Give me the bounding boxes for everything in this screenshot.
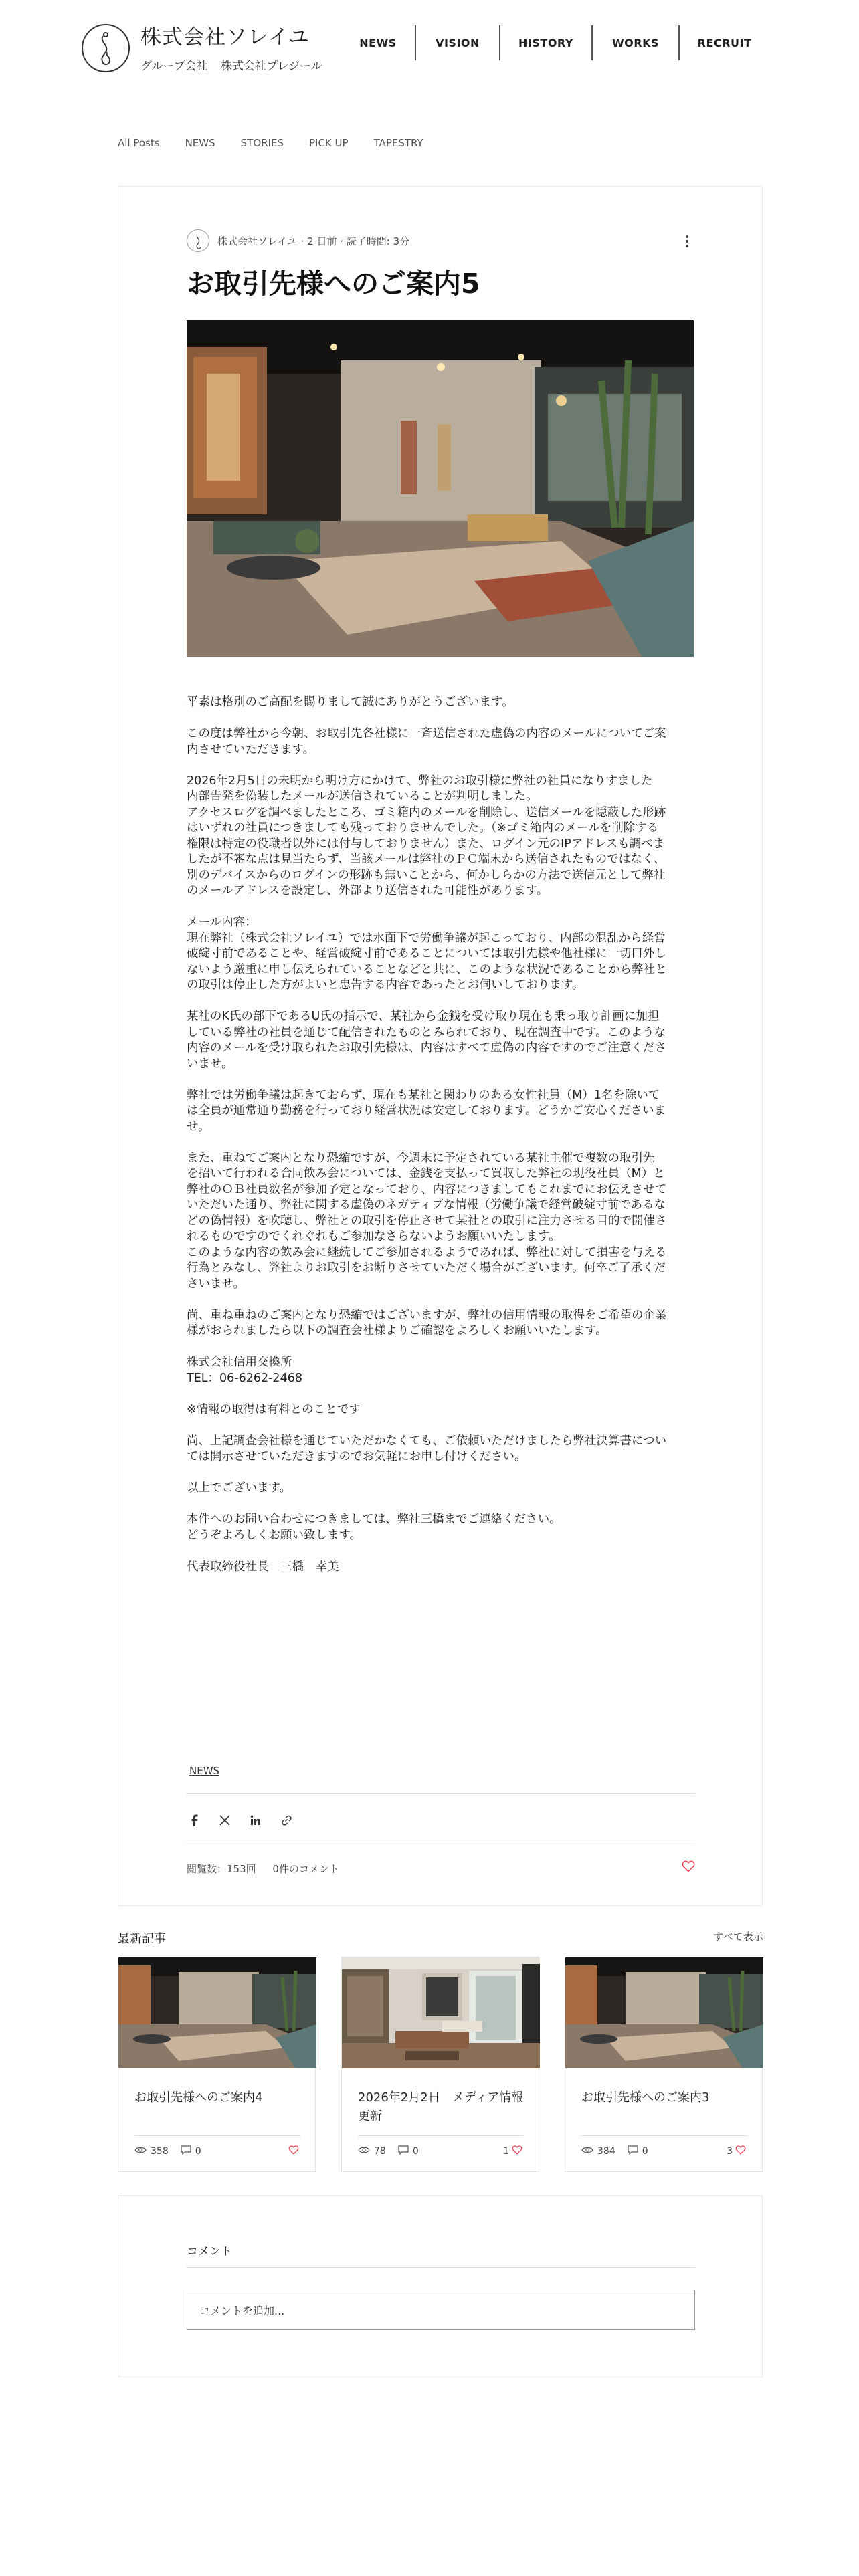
eye-icon <box>581 2146 593 2157</box>
view-count: 384 <box>597 2146 615 2157</box>
post-body <box>187 695 695 1591</box>
post-paragraph: 代表取締役社長 三橋 幸美 <box>187 1560 339 1574</box>
nav-works[interactable]: WORKS <box>612 36 659 49</box>
recent-post-likes[interactable] <box>286 2145 299 2157</box>
view-count: 閲覧数：153回 <box>187 1863 256 1875</box>
author-name[interactable]: 株式会社ソレイユ <box>217 235 297 247</box>
like-count: 3 <box>727 2146 733 2157</box>
post-paragraph: メール内容： 現在弊社（株式会社ソレイユ）では水面下で労働争議が起こっており、内部の混乱から経営 破綻寸前であることや、経営破綻寸前であることについては取引先様や他社様に一切口外し ないよう厳重に申し伝えられていることなどと共に、このような状況であることから弊社と の取引は停止した方がよいと忠告する内容であったとお伺いしております。 <box>187 916 667 992</box>
author-avatar[interactable] <box>187 229 209 252</box>
recent-post-card[interactable] <box>341 1957 539 2172</box>
post-paragraph: ※情報の取得は有料とのことです <box>187 1402 361 1416</box>
group-company-name: 株式会社プレジール <box>221 60 322 73</box>
comment-count: 0 <box>642 2146 648 2157</box>
divider <box>187 2267 695 2268</box>
eye-icon <box>134 2146 147 2157</box>
see-all-link[interactable]: すべて表示 <box>713 1931 763 1943</box>
share-bar <box>187 1813 310 1828</box>
divider <box>581 2135 747 2136</box>
post-hero-image <box>187 320 694 657</box>
recent-post-thumbnail[interactable] <box>342 1957 540 2068</box>
nav-vision[interactable]: VISION <box>436 36 480 49</box>
post-meta <box>187 229 409 252</box>
comment-icon <box>628 2145 638 2157</box>
post-paragraph: 株式会社信用交換所 TEL：06-6262-2468 <box>187 1356 302 1385</box>
post-paragraph: 平素は格別のご高配を賜りまして誠にありがとうございます。 <box>187 695 514 709</box>
post-paragraph: 尚、上記調査会社様を通じていただかなくても、ご依頼いただけましたら弊社決算書につい ては開示させていただきますのでお気軽にお申し付けください。 <box>187 1434 667 1463</box>
post-paragraph: 尚、重ね重ねのご案内となり恐縮ではございますが、弊社の信用情報の取得をご希望の企業 様がおられましたら以下の調査会社様よりご確認をよろしくお願いいたします。 <box>187 1308 667 1337</box>
like-heart-icon[interactable] <box>682 1860 695 1875</box>
post-paragraph: また、重ねてご案内となり恐縮ですが、今週末に予定されている某社主催で複数の取引先 を招いて行われる合同飲み会については、金銭を支払って買収した弊社の現役社員（M）と 弊社のＯＢ社員数名が参加予定となっており、内容につきましてもこれまでにお伝えさせて いただいた通り、弊社に関する虚偽のネガティブな情報（労働争議で経営破綻寸前であるな どの偽情報）を吹聴し、弊社との取引を停止させて某社との取引に注力させる目的で開催さ れるものですのでくれぐれもご参加なさらないようお願いいたします。 このような内容の飲み会に継続してご参加されるようであれば、弊社に対して損害を与える 行為とみなし、弊社よりお取引をお断りさせていただく場合がございます。何卒ご了承くだ さいませ。 <box>187 1151 667 1291</box>
brand-subtitle <box>140 56 322 73</box>
comments-title: コメント <box>187 2245 232 2258</box>
post-paragraph: 本件へのお問い合わせにつきましては、弊社三橋までご連絡ください。 どうぞよろしくお願い致します。 <box>187 1513 561 1542</box>
site-header <box>0 0 859 87</box>
post-paragraph: 弊社では労働争議は起きておらず、現在も某社と関わりのある女性社員（M）1名を除いて は全員が通常通り勤務を行っており経営状況は安定しております。どうかご安心くださいま せ。 <box>187 1088 666 1134</box>
nav-news[interactable]: NEWS <box>359 36 397 49</box>
recent-post-thumbnail[interactable] <box>565 1957 763 2068</box>
tab-pick-up[interactable]: PICK UP <box>308 137 349 149</box>
recent-post-likes[interactable] <box>727 2145 746 2157</box>
recent-post-stats <box>581 2145 660 2157</box>
nav-history[interactable]: HISTORY <box>518 36 573 49</box>
recent-post-likes[interactable] <box>503 2145 522 2157</box>
comment-count: 0 <box>412 2146 419 2157</box>
blog-category-tabs <box>118 137 449 149</box>
post-date-readtime: · 2 日前 · 読了時間: 3分 <box>300 235 410 247</box>
link-icon[interactable] <box>279 1813 294 1828</box>
like-heart-icon[interactable] <box>288 2145 299 2157</box>
post-paragraph: 以上でございます。 <box>187 1481 292 1495</box>
recent-post-title[interactable]: お取引先様へのご案内4 <box>134 2090 263 2105</box>
recent-post-title[interactable]: お取引先様へのご案内3 <box>581 2090 710 2105</box>
recent-post-title[interactable]: 2026年2月2日 メディア情報更新 <box>358 2090 524 2123</box>
logo-icon[interactable] <box>82 24 130 72</box>
comment-input[interactable]: コメントを追加... <box>187 2290 695 2330</box>
comment-icon <box>398 2145 409 2157</box>
like-heart-icon[interactable] <box>512 2145 522 2157</box>
divider <box>358 2135 524 2136</box>
view-count: 358 <box>151 2146 169 2157</box>
facebook-icon[interactable] <box>187 1813 201 1828</box>
post-card <box>118 186 763 1906</box>
comments-section <box>118 2195 763 2377</box>
more-options-icon[interactable] <box>686 233 690 249</box>
comment-count[interactable]: 0件のコメント <box>272 1863 339 1875</box>
post-paragraph: 某社のK氏の部下であるU氏の指示で、某社から金銭を受け取り現在も乗っ取り計画に加担 している弊社の社員を通じて配信されたものとみられており、現在調査中です。このような 内容のメールを受け取られたお取引先様は、内容はすべて虚偽の内容ですのでご注意くださ いませ。 <box>187 1010 666 1071</box>
tab-tapestry[interactable]: TAPESTRY <box>373 137 423 149</box>
like-heart-icon[interactable] <box>735 2145 746 2157</box>
divider <box>187 1793 695 1794</box>
post-stats <box>187 1862 339 1876</box>
group-label: グループ会社 <box>140 60 208 73</box>
divider <box>134 2135 300 2136</box>
nav-recruit[interactable]: RECRUIT <box>697 36 752 49</box>
recent-post-stats <box>134 2145 213 2157</box>
x-icon[interactable] <box>217 1813 232 1828</box>
post-paragraph: この度は弊社から今朝、お取引先各社様に一斉送信された虚偽の内容のメールについてご案 内させていただきます。 <box>187 727 666 756</box>
tab-news[interactable]: NEWS <box>185 137 215 149</box>
post-tag-news[interactable]: NEWS <box>189 1765 220 1777</box>
linkedin-icon[interactable] <box>248 1813 263 1828</box>
recent-post-card[interactable] <box>118 1957 316 2172</box>
like-count: 1 <box>503 2146 509 2157</box>
comment-icon <box>181 2145 191 2157</box>
recent-posts-heading: 最新記事 <box>118 1932 166 1946</box>
eye-icon <box>358 2146 370 2157</box>
recent-post-stats <box>358 2145 431 2157</box>
recent-post-thumbnail[interactable] <box>118 1957 316 2068</box>
post-paragraph: 2026年2月5日の未明から明け方にかけて、弊社のお取引様に弊社の社員になりすました 内部告発を偽装したメールが送信されていることが判明しました。 アクセスログを調べましたところ、ゴミ箱内のメールを削除し、送信メールを隠蔽した形跡 はいずれの社員につきましても残っておりませんでした。（※ゴミ箱内のメールを削除する 権限は特定の役職者以外には付与しておりません）また、ログイン元のIPアドレスも調べま したが不審な点は見当たらず、当該メールは弊社のＰＣ端末から送信されたものではなく、 別のデバイスからのログインの形跡も無いことから、何かしらかの方法で送信元として弊社 のメールアドレスを設定し、外部より送信された可能性があります。 <box>187 774 666 897</box>
view-count: 78 <box>374 2146 386 2157</box>
main-nav <box>341 25 769 60</box>
tab-stories[interactable]: STORIES <box>240 137 284 149</box>
tab-all-posts[interactable]: All Posts <box>118 137 160 149</box>
recent-post-card[interactable] <box>565 1957 763 2172</box>
brand-name[interactable]: 株式会社ソレイユ <box>140 25 310 49</box>
post-title: お取引先様へのご案内5 <box>187 267 480 300</box>
comment-count: 0 <box>195 2146 201 2157</box>
